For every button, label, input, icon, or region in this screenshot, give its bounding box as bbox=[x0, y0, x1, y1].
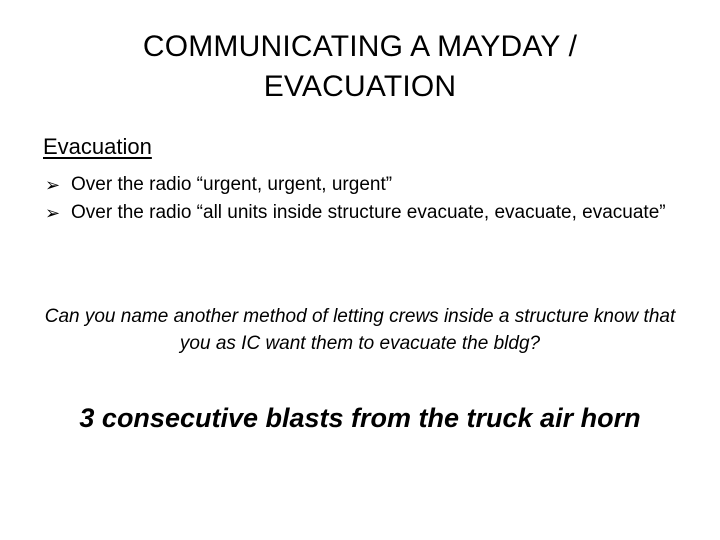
bullet-text: Over the radio “urgent, urgent, urgent” bbox=[71, 174, 393, 195]
bullet-item bbox=[43, 171, 683, 199]
answer-text: 3 consecutive blasts from the truck air horn bbox=[79, 403, 641, 433]
bullet-text: Over the radio “all units inside structure evacuate, evacuate, evacuate” bbox=[71, 202, 666, 223]
arrow-bullet-icon: ➢ bbox=[45, 203, 61, 223]
title-line-1: COMMUNICATING A MAYDAY / bbox=[142, 30, 578, 63]
arrow-bullet-icon: ➢ bbox=[45, 175, 61, 195]
slide-title bbox=[60, 27, 660, 107]
section-heading: Evacuation bbox=[43, 134, 152, 159]
bullet-list bbox=[43, 171, 683, 227]
bullet-item bbox=[43, 199, 683, 227]
question-text: Can you name another method of letting crews inside a structure know that you as IC want them to evacuate the bldg? bbox=[44, 306, 676, 354]
title-line-2: EVACUATION bbox=[263, 70, 457, 103]
